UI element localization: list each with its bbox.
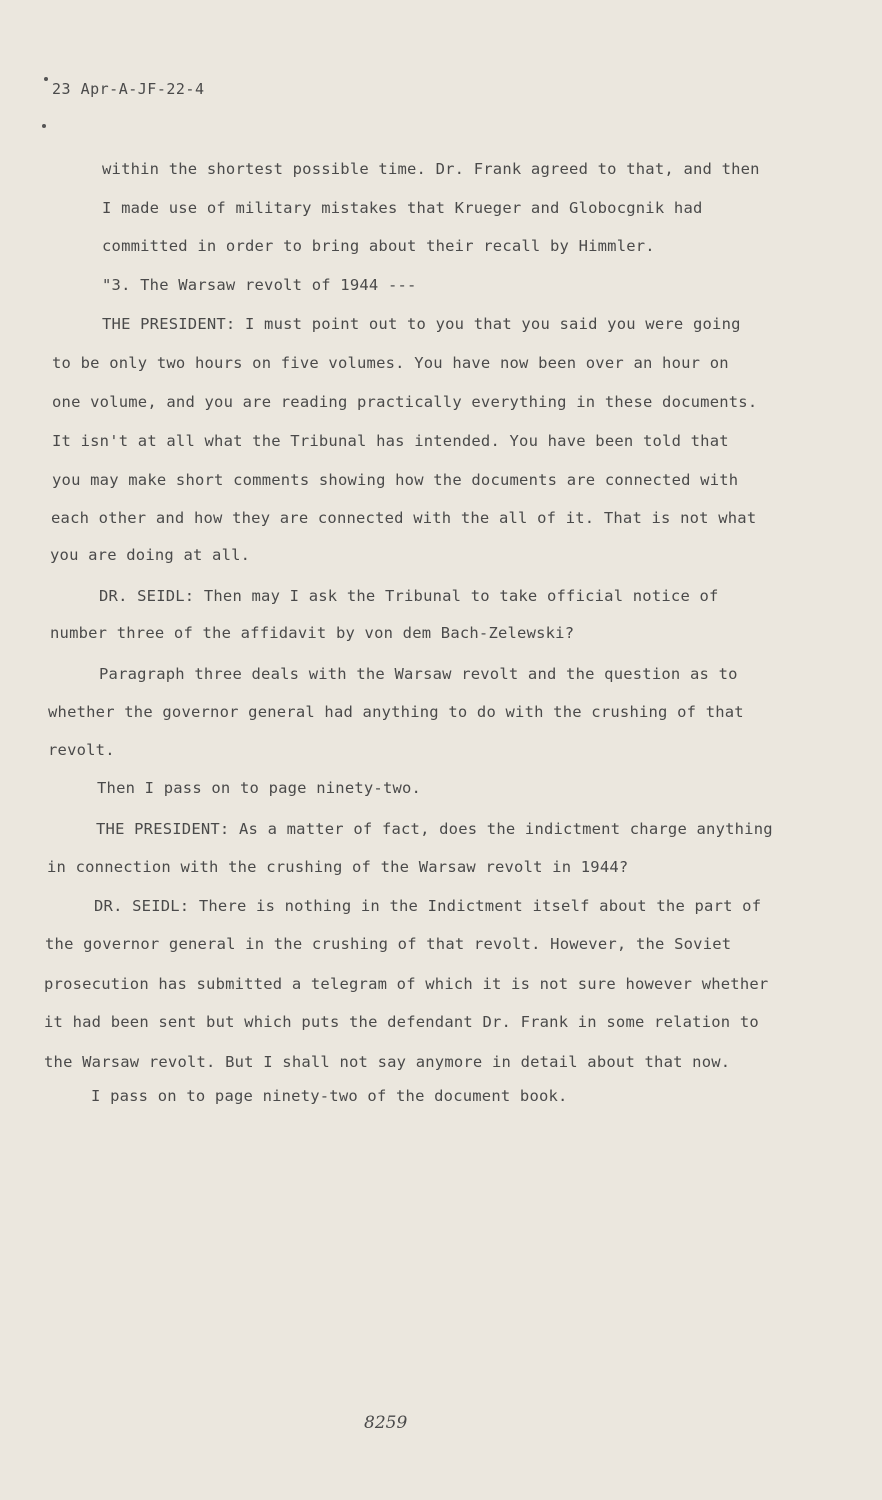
ink-mark bbox=[42, 124, 46, 128]
text-line: each other and how they are connected with the all of it. That is not what bbox=[51, 509, 757, 527]
text-line: THE PRESIDENT: I must point out to you that you said you were going bbox=[102, 315, 741, 333]
text-line: I made use of military mistakes that Krueger and Globocgnik had bbox=[102, 199, 703, 217]
text-line: THE PRESIDENT: As a matter of fact, does the indictment charge anything bbox=[96, 820, 773, 838]
text-line: prosecution has submitted a telegram of which it is not sure however whether bbox=[44, 975, 769, 993]
text-line: whether the governor general had anything to do with the crushing of that bbox=[48, 703, 744, 721]
text-line: "3. The Warsaw revolt of 1944 --- bbox=[102, 276, 417, 294]
text-line: Then I pass on to page ninety-two. bbox=[97, 779, 422, 797]
text-line: Paragraph three deals with the Warsaw revolt and the question as to bbox=[99, 665, 738, 683]
text-line: you are doing at all. bbox=[50, 546, 251, 564]
text-line: to be only two hours on five volumes. You have now been over an hour on bbox=[52, 354, 729, 372]
text-line: number three of the affidavit by von dem Bach-Zelewski? bbox=[50, 624, 575, 642]
text-line: It isn't at all what the Tribunal has intended. You have been told that bbox=[52, 432, 729, 450]
text-line: in connection with the crushing of the Warsaw revolt in 1944? bbox=[47, 858, 629, 876]
text-line: committed in order to bring about their recall by Himmler. bbox=[102, 237, 655, 255]
text-line: the Warsaw revolt. But I shall not say anymore in detail about that now. bbox=[44, 1053, 731, 1071]
text-line: DR. SEIDL: Then may I ask the Tribunal to take official notice of bbox=[99, 587, 719, 605]
ink-mark bbox=[44, 77, 48, 81]
text-line: one volume, and you are reading practically everything in these documents. bbox=[52, 393, 758, 411]
text-line: I pass on to page ninety-two of the document book. bbox=[91, 1087, 568, 1105]
text-line: you may make short comments showing how the documents are connected with bbox=[52, 471, 739, 489]
text-line: within the shortest possible time. Dr. Frank agreed to that, and then bbox=[102, 160, 760, 178]
text-line: DR. SEIDL: There is nothing in the Indictment itself about the part of bbox=[94, 897, 762, 915]
document-reference: 23 Apr-A-JF-22-4 bbox=[52, 80, 205, 98]
text-line: the governor general in the crushing of that revolt. However, the Soviet bbox=[45, 935, 732, 953]
page-number: 8259 bbox=[364, 1413, 408, 1433]
text-line: revolt. bbox=[48, 741, 115, 759]
text-line: it had been sent but which puts the defendant Dr. Frank in some relation to bbox=[44, 1013, 759, 1031]
